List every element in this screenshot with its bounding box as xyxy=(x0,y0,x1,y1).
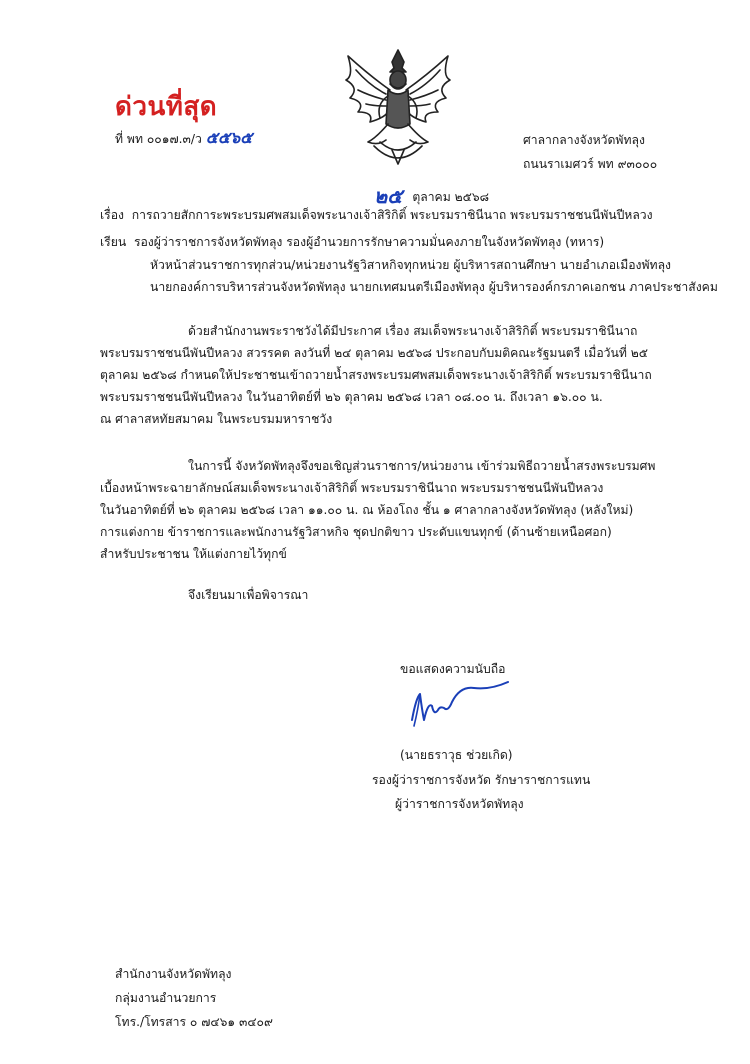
subject-label: เรื่อง xyxy=(100,208,124,222)
office-address-block xyxy=(523,128,657,176)
signatory-title: รองผู้ว่าราชการจังหวัด รักษาราชการแทน xyxy=(372,773,591,787)
document-number-prefix: ที่ พท ๐๐๑๗.๓/ว xyxy=(115,132,202,146)
subject-text: การถวายสักการะพระบรมศพสมเด็จพระนางเจ้าสิริกิติ์ พระบรมราชินีนาถ พระบรมราชชนนีพันปีหลวง xyxy=(131,208,653,222)
paragraph-1-line: ด้วยสำนักงานพระราชวังได้มีประกาศ เรื่อง สมเด็จพระนางเจ้าสิริกิติ์ พระบรมราชินีนาถ xyxy=(188,324,638,338)
closing-line: จึงเรียนมาเพื่อพิจารณา xyxy=(188,588,309,602)
signatory-title-2: ผู้ว่าราชการจังหวัดพัทลุง xyxy=(395,797,524,811)
paragraph-2-line: เบื้องหน้าพระฉายาลักษณ์สมเด็จพระนางเจ้าสิริกิติ์ พระบรมราชินีนาถ พระบรมราชชนนีพันปีหลวง xyxy=(100,481,604,495)
footer-phone: โทร./โทรสาร ๐ ๗๔๖๑ ๓๔๐๙ xyxy=(115,1015,273,1029)
footer-contact xyxy=(115,962,273,1034)
body-paragraph-1 xyxy=(100,320,652,430)
regards-line: ขอแสดงความนับถือ xyxy=(400,662,506,676)
paragraph-1-line: พระบรมราชชนนีพันปีหลวง ในวันอาทิตย์ที่ ๒๖ ตุลาคม ๒๕๖๘ เวลา ๐๘.๐๐ น. ถึงเวลา ๑๖.๐๐ น. xyxy=(100,390,603,404)
document-number-handwritten: ๕๕๖๕ xyxy=(205,128,253,147)
addressee-text: รองผู้ว่าราชการจังหวัดพัทลุง รองผู้อำนวยการรักษาความมั่นคงภายในจังหวัดพัทลุง (ทหาร) xyxy=(133,235,605,249)
paragraph-2-line: ในวันอาทิตย์ที่ ๒๖ ตุลาคม ๒๕๖๘ เวลา ๑๑.๐๐ น. ณ ห้องโถง ชั้น ๑ ศาลากลางจังหวัดพัทลุง (หลังใหม่) xyxy=(100,503,634,517)
document-number xyxy=(115,126,252,151)
paragraph-1-line: พระบรมราชชนนีพันปีหลวง สวรรคต ลงวันที่ ๒๔ ตุลาคม ๒๕๖๘ ประกอบกับมติคณะรัฐมนตรี เมื่อวันที่ ๒๕ xyxy=(100,346,648,360)
body-paragraph-2 xyxy=(100,455,656,565)
footer-office: สำนักงานจังหวัดพัทลุง xyxy=(115,967,232,981)
footer-division: กลุ่มงานอำนวยการ xyxy=(115,991,217,1005)
office-address: ถนนราเมศวร์ พท ๙๓๐๐๐ xyxy=(523,157,658,171)
paragraph-1-line: ณ ศาลาสหทัยสมาคม ในพระบรมมหาราชวัง xyxy=(100,412,333,426)
urgency-stamp: ด่วนที่สุด xyxy=(115,92,218,122)
paragraph-2-line: สำหรับประชาชน ให้แต่งกายไว้ทุกข์ xyxy=(100,547,287,561)
garuda-emblem-icon xyxy=(340,46,456,170)
subject-line xyxy=(100,204,653,226)
office-name: ศาลากลางจังหวัดพัทลุง xyxy=(523,133,645,147)
addressee-line-2: หัวหน้าส่วนราชการทุกส่วน/หน่วยงานรัฐวิสาหกิจทุกหน่วย ผู้บริหารสถานศึกษา นายอำเภอเมืองพัทลุง xyxy=(150,258,671,272)
date-month-year: ตุลาคม ๒๕๖๘ xyxy=(412,190,490,204)
addressee-line-1 xyxy=(100,231,604,253)
handwritten-signature xyxy=(398,680,518,736)
addressee-label: เรียน xyxy=(100,235,127,249)
paragraph-2-line: การแต่งกาย ข้าราชการและพนักงานรัฐวิสาหกิจ ชุดปกติขาว ประดับแขนทุกข์ (ด้านซ้ายเหนือศอก) xyxy=(100,525,612,539)
addressee-line-3: นายกองค์การบริหารส่วนจังหวัดพัทลุง นายกเทศมนตรีเมืองพัทลุง ผู้บริหารองค์กรภาคเอกชน ภาคประชาสังคม xyxy=(150,280,718,294)
paragraph-2-line: ในการนี้ จังหวัดพัทลุงจึงขอเชิญส่วนราชการ/หน่วยงาน เข้าร่วมพิธีถวายน้ำสรงพระบรมศพ xyxy=(188,459,656,473)
signatory-name: (นายธราวุธ ช่วยเกิด) xyxy=(400,748,513,762)
paragraph-1-line: ตุลาคม ๒๕๖๘ กำหนดให้ประชาชนเข้าถวายน้ำสรงพระบรมศพสมเด็จพระนางเจ้าสิริกิติ์ พระบรมราชินีนาถ xyxy=(100,368,652,382)
date-day-handwritten: ๒๕ xyxy=(374,184,403,208)
